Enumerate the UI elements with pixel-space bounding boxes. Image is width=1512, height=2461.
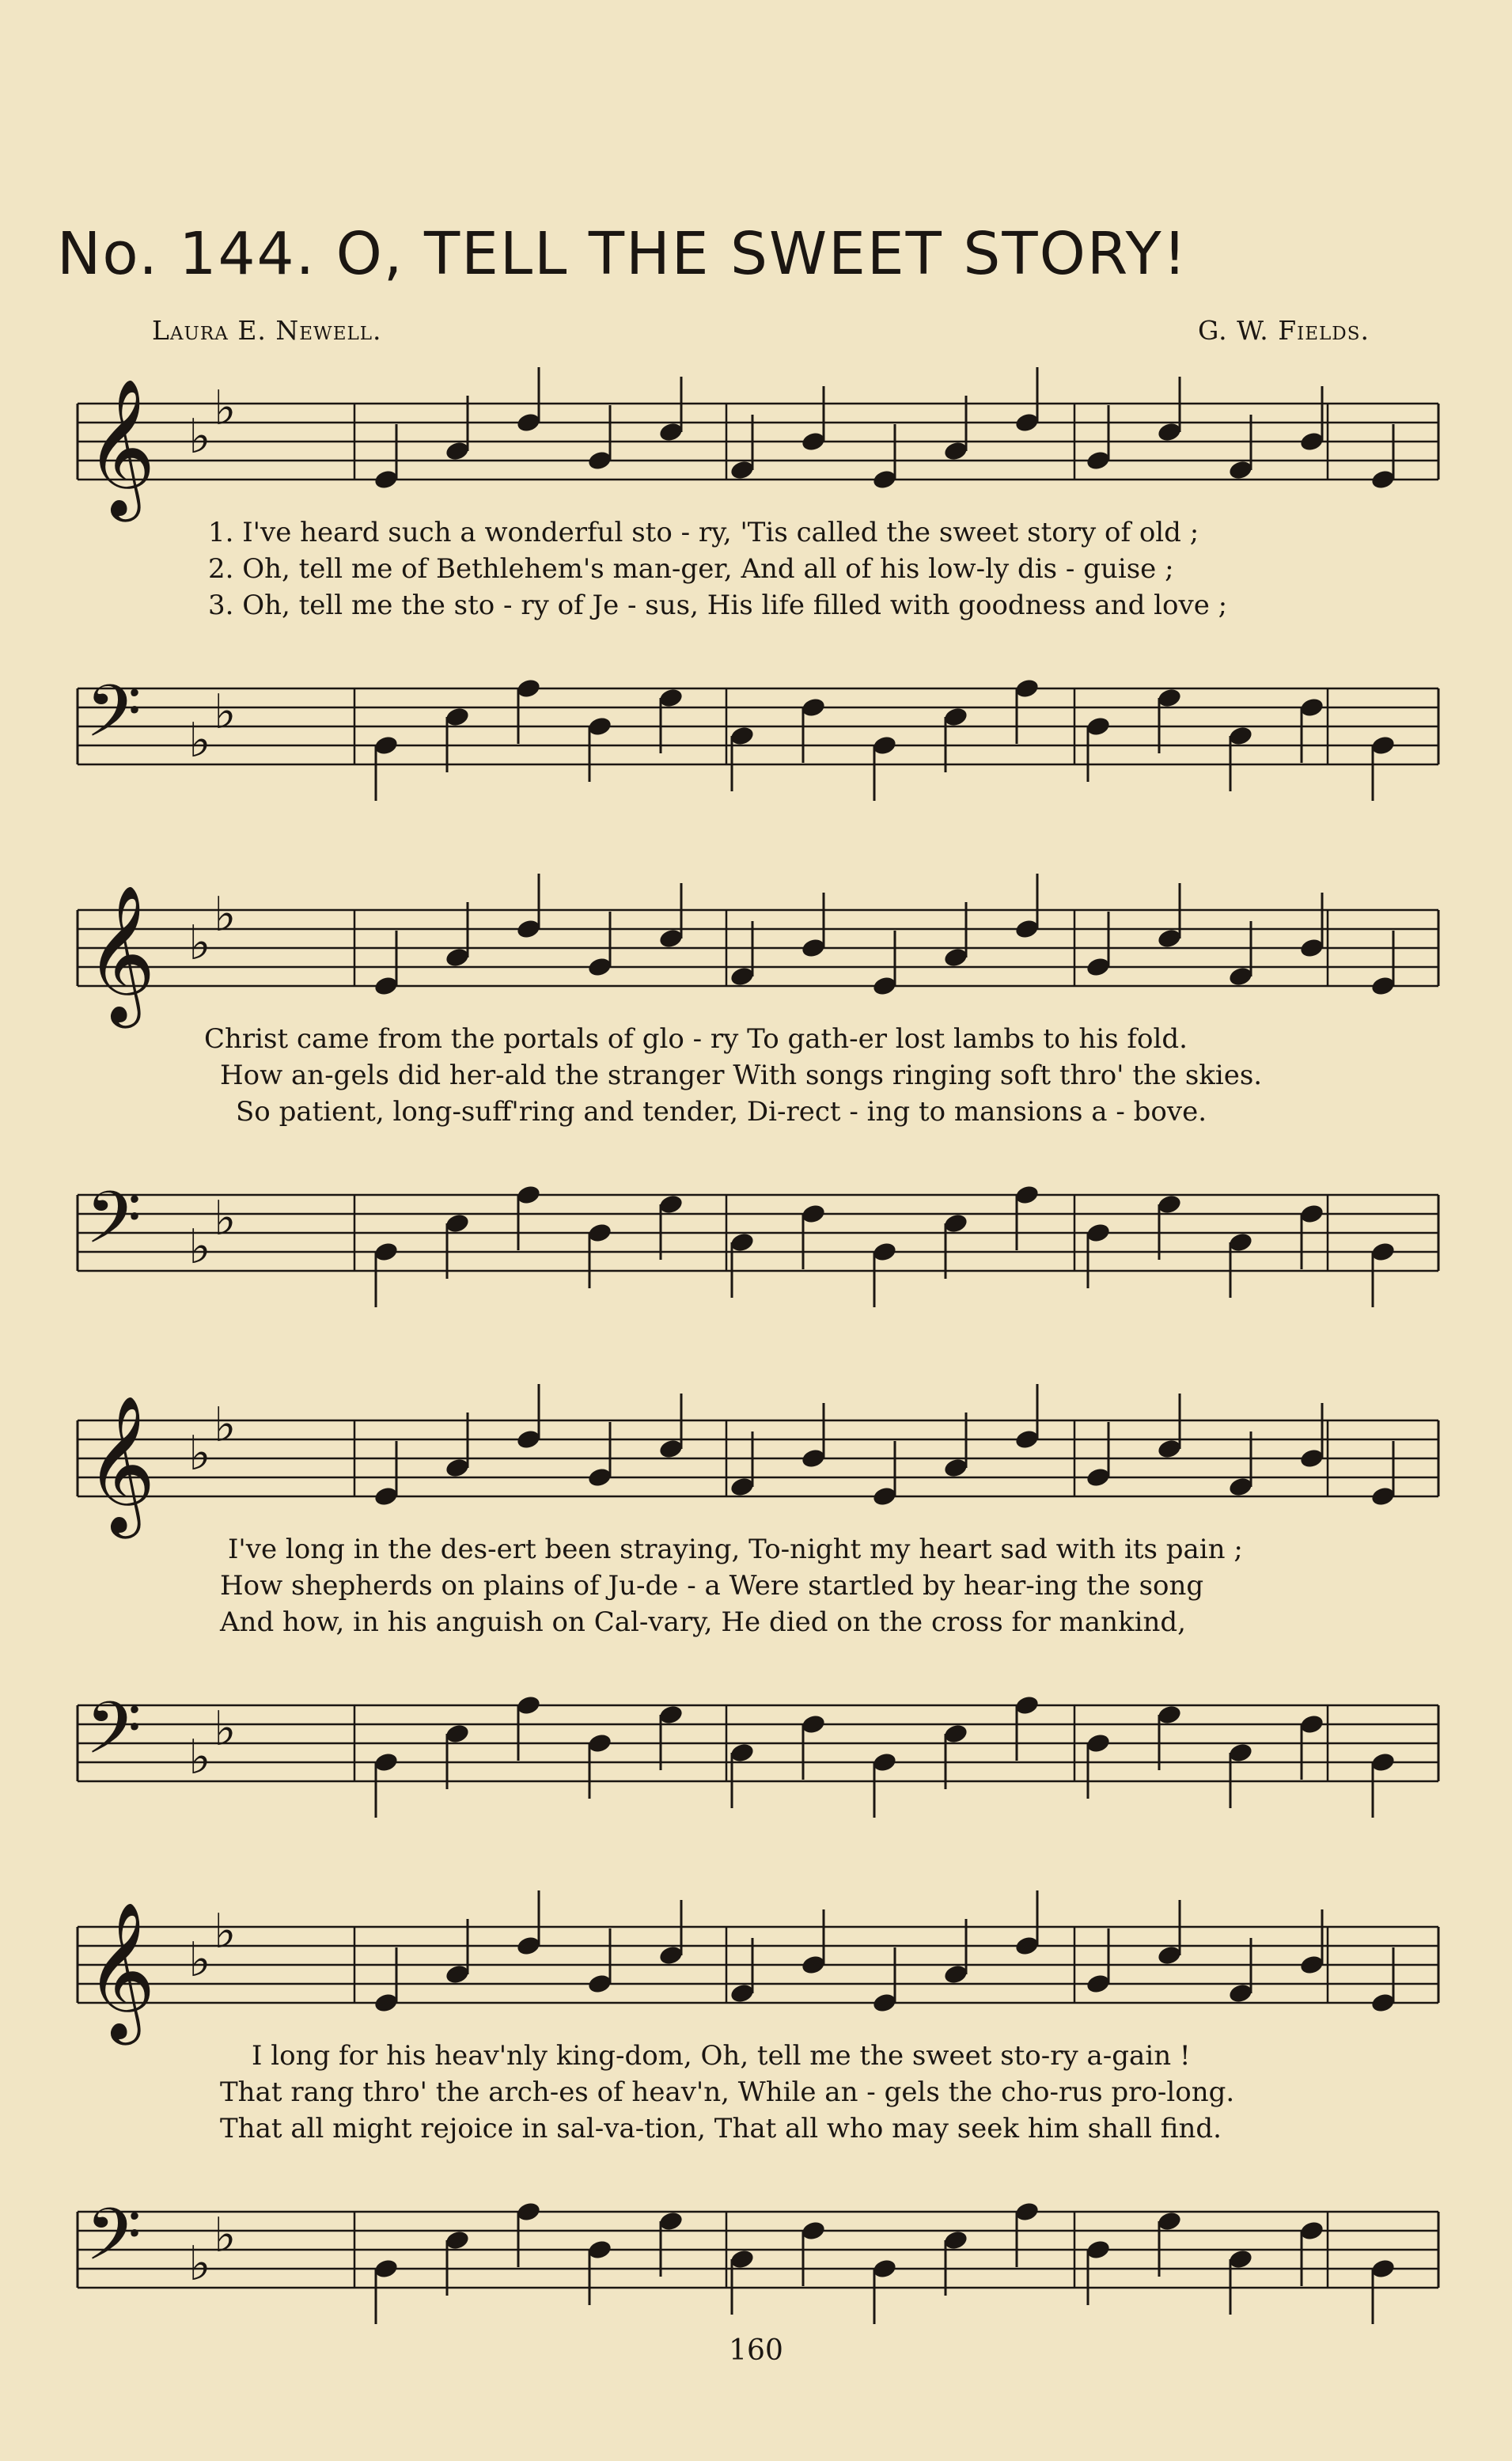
lyric-line: How an-gels did her-ald the stranger With songs ringing soft thro' the skies.	[220, 1060, 1263, 1091]
flat-sign-icon: ♭	[188, 1426, 211, 1481]
bass-clef-icon: 𝄢	[85, 1686, 142, 1788]
treble-staff-3	[54, 1389, 1446, 1533]
treble-staff-4	[54, 1895, 1446, 2039]
lyrics-block-3	[54, 1531, 1446, 1640]
flat-sign-icon: ♭	[214, 1904, 237, 1959]
flat-sign-icon: ♭	[214, 1701, 237, 1757]
lyric-line: 2. Oh, tell me of Bethlehem's man-ger, And all of his low-ly dis - guise ;	[208, 553, 1174, 585]
lyric-line: Christ came from the portals of glo - ry To gath-er lost lambs to his fold.	[204, 1023, 1188, 1055]
treble-clef-icon: 𝄞	[85, 1395, 156, 1533]
bass-staff-2	[54, 1163, 1446, 1282]
lyric-line: That all might rejoice in sal-va-tion, That all who may seek him shall find.	[220, 2113, 1222, 2144]
flat-sign-icon: ♭	[214, 1191, 237, 1246]
flat-sign-icon: ♭	[188, 409, 211, 465]
lyrics-block-4	[54, 2038, 1446, 2147]
bass-clef-icon: 𝄢	[85, 669, 142, 771]
treble-clef-icon: 𝄞	[85, 885, 156, 1022]
bass-staff-4	[54, 2180, 1446, 2299]
flat-sign-icon: ♭	[214, 381, 237, 436]
flat-sign-icon: ♭	[214, 1397, 237, 1453]
treble-staff-2	[54, 878, 1446, 1022]
composer-credit: G. W. Fields.	[1197, 315, 1370, 346]
lyrics-block-1	[54, 514, 1446, 624]
lyric-line: 3. Oh, tell me the sto - ry of Je - sus, His life filled with goodness and love ;	[208, 590, 1228, 621]
treble-staff-1	[54, 372, 1446, 516]
flat-sign-icon: ♭	[188, 2236, 211, 2292]
lyric-line: How shepherds on plains of Ju-de - a Were startled by hear-ing the song	[220, 1570, 1204, 1602]
lyric-line: That rang thro' the arch-es of heav'n, While an - gels the cho-rus pro-long.	[220, 2076, 1235, 2108]
bass-staff-3	[54, 1674, 1446, 1792]
flat-sign-icon: ♭	[214, 2208, 237, 2263]
flat-sign-icon: ♭	[214, 684, 237, 740]
hymn-title: No. 144. O, TELL THE SWEET STORY!	[57, 220, 1188, 288]
lyric-line: I've long in the des-ert been straying, To-night my heart sad with its pain ;	[228, 1534, 1243, 1565]
lyric-line: 1. I've heard such a wonderful sto - ry, 'Tis called the sweet story of old ;	[208, 517, 1199, 548]
lyrics-block-2	[54, 1021, 1446, 1130]
flat-sign-icon: ♭	[214, 887, 237, 942]
flat-sign-icon: ♭	[188, 1219, 211, 1275]
bass-staff-1	[54, 657, 1446, 775]
lyric-line: I long for his heav'nly king-dom, Oh, tell me the sweet sto-ry a-gain !	[252, 2040, 1191, 2072]
flat-sign-icon: ♭	[188, 916, 211, 971]
bass-clef-icon: 𝄢	[85, 2193, 142, 2294]
flat-sign-icon: ♭	[188, 1932, 211, 1988]
treble-clef-icon: 𝄞	[85, 378, 156, 516]
flat-sign-icon: ♭	[188, 713, 211, 768]
lyric-line: So patient, long-suff'ring and tender, Di-rect - ing to mansions a - bove.	[236, 1096, 1207, 1128]
page-number: 160	[729, 2334, 783, 2367]
bass-clef-icon: 𝄢	[85, 1176, 142, 1277]
treble-clef-icon: 𝄞	[85, 1902, 156, 2039]
flat-sign-icon: ♭	[188, 1730, 211, 1785]
lyric-line: And how, in his anguish on Cal-vary, He died on the cross for mankind,	[220, 1606, 1186, 1638]
lyricist-credit: Laura E. Newell.	[152, 315, 382, 346]
